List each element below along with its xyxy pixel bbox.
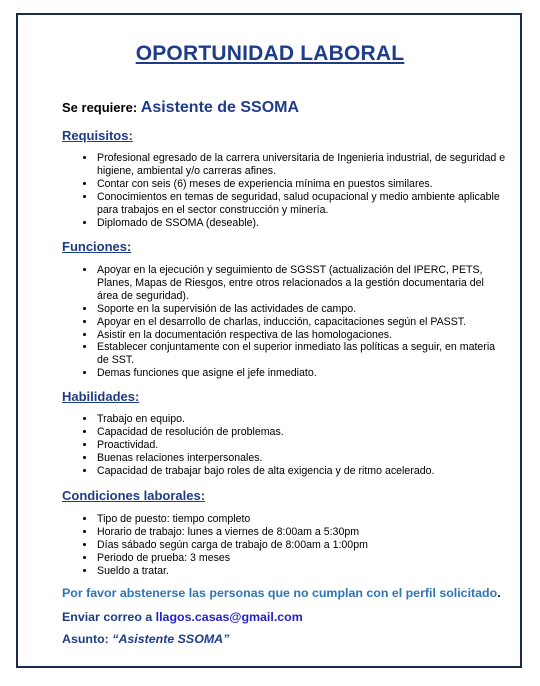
list-item: • Establecer conjuntamente con el superior inmediato las políticas a seguir, en materia de SST. <box>96 341 506 367</box>
notice-text <box>62 586 501 600</box>
notice-message: Por favor abstenerse las personas que no cumplan con el perfil solicitado <box>62 586 498 600</box>
list-item: • Horario de trabajo: lunes a viernes de 8:00am a 5:30pm <box>96 526 506 539</box>
contact-email-link[interactable]: llagos.casas@gmail.com <box>155 610 303 624</box>
list-item: • Contar con seis (6) meses de experiencia mínima en puestos similares. <box>96 178 506 191</box>
list-item: • Periodo de prueba: 3 meses <box>96 552 506 565</box>
subject-line <box>62 632 229 646</box>
list-item: • Diplomado de SSOMA (deseable). <box>96 217 506 230</box>
contact-label: Enviar correo a <box>62 610 156 624</box>
list-item: • Profesional egresado de la carrera universitaria de Ingenieria industrial, de seguridad e higiene, ambiental y/o carreras afines. <box>96 152 506 178</box>
list-item: • Tipo de puesto: tiempo completo <box>96 513 506 526</box>
list-item: • Conocimientos en temas de seguridad, salud ocupacional y medio ambiente aplicable para trabajos en el sector construcción y minería. <box>96 191 506 217</box>
funciones-list <box>80 264 506 380</box>
requirement-role: Asistente de SSOMA <box>140 99 300 116</box>
requisitos-list <box>80 152 506 229</box>
list-item: • Capacidad de resolución de problemas. <box>96 426 506 439</box>
list-item: • Trabajo en equipo. <box>96 413 506 426</box>
subject-label: Asunto: <box>62 632 113 646</box>
section-heading-condiciones: Condiciones laborales: <box>62 488 206 503</box>
requirement-line <box>62 99 299 117</box>
list-item: • Soporte en la supervisión de las actividades de campo. <box>96 303 506 316</box>
list-item: • Asistir en la documentación respectiva de las homologaciones. <box>96 329 506 342</box>
contact-line <box>62 610 303 624</box>
habilidades-list <box>80 413 506 478</box>
list-item: • Apoyar en el desarrollo de charlas, inducción, capacitaciones según el PASST. <box>96 316 506 329</box>
notice-period: . <box>497 586 501 600</box>
list-item: • Sueldo a tratar. <box>96 565 506 578</box>
list-item: • Buenas relaciones interpersonales. <box>96 452 506 465</box>
list-item: • Capacidad de trabajar bajo roles de alta exigencia y de ritmo acelerado. <box>96 465 506 478</box>
requirement-label: Se requiere: <box>62 100 141 115</box>
list-item: • Apoyar en la ejecución y seguimiento de SGSST (actualización del IPERC, PETS, Planes, Mapas de Riesgos, entre otros relacionados a la gestión documentaria del área de seguridad). <box>96 264 506 303</box>
section-heading-requisitos: Requisitos: <box>62 128 133 143</box>
list-item: • Demas funciones que asigne el jefe inmediato. <box>96 367 506 380</box>
section-heading-funciones: Funciones: <box>62 239 132 254</box>
page-title: OPORTUNIDAD LABORAL <box>135 42 405 65</box>
section-heading-habilidades: Habilidades: <box>62 389 140 404</box>
condiciones-list <box>80 513 506 578</box>
list-item: • Días sábado según carga de trabajo de 8:00am a 1:00pm <box>96 539 506 552</box>
list-item: • Proactividad. <box>96 439 506 452</box>
subject-value: “Asistente SSOMA” <box>112 632 230 646</box>
